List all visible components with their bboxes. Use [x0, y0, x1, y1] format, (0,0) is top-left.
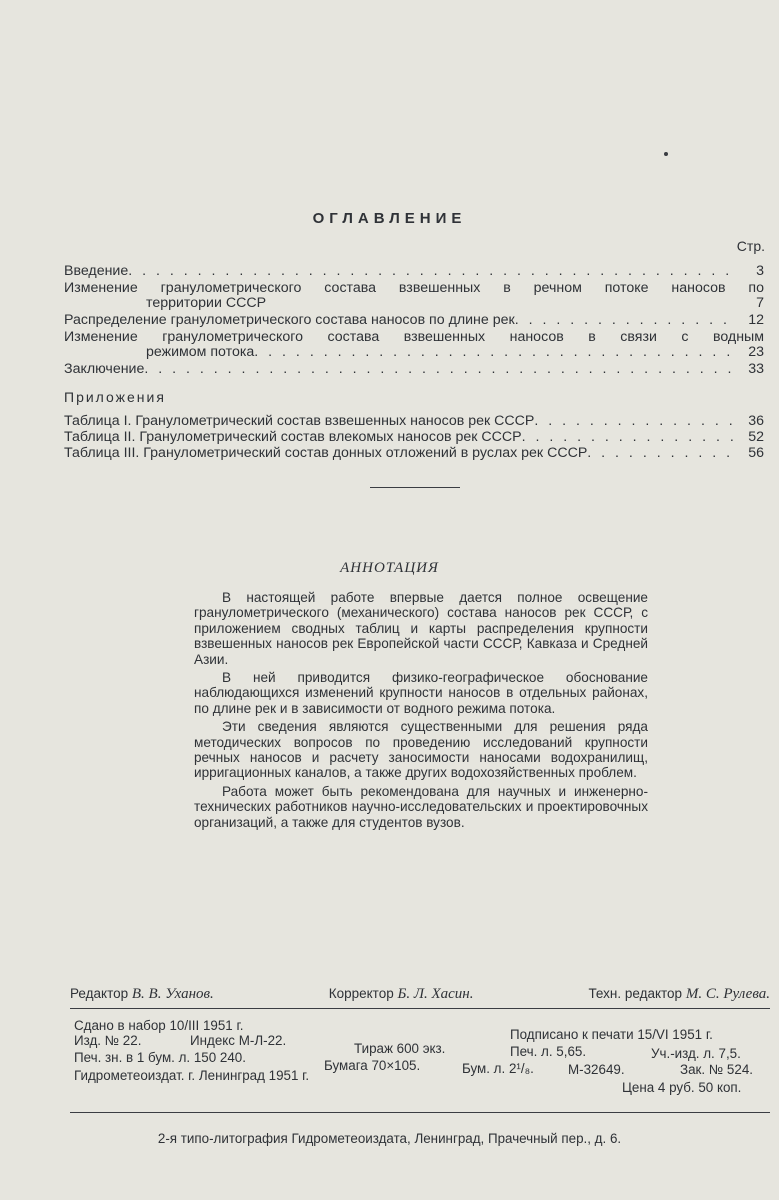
printer-line: 2-я типо-литография Гидрометеоиздата, Ленинград, Прачечный пер., д. 6. — [157, 1131, 622, 1146]
ink-spot — [664, 152, 668, 156]
imprint-m-number: М-32649. — [568, 1062, 625, 1077]
toc-item: Введение . . . 3 — [64, 264, 764, 279]
appendix-item: Таблица I. Гранулометрический состав взвешенных наносов рек СССР . . . 36 — [64, 414, 764, 429]
imprint-paper: Бумага 70×105. — [324, 1058, 421, 1073]
appendix-item: Таблица II. Гранулометрический состав влекомых наносов рек СССР . . . 52 — [64, 430, 764, 445]
imprint-izd: Изд. № 22. — [74, 1033, 142, 1048]
imprint-order: Зак. № 524. — [680, 1062, 753, 1077]
imprint-publisher: Гидрометеоиздат. г. Ленинград 1951 г. — [74, 1068, 310, 1083]
annotation-paragraph: Эти сведения являются существенными для решения ряда методических вопросов по проведению исследований крупности речных наносов и расчету заносимости наносами водохранилищ, ирригационных каналов, а также других водохозяйственных проблем. — [194, 719, 648, 781]
toc-item: Распределение гранулометрического состава наносов по длине рек . . . 12 — [64, 313, 764, 328]
appendix-list — [64, 414, 764, 461]
toc-page-number: 23 — [748, 344, 764, 360]
appendix-heading: Приложения — [64, 389, 166, 405]
annotation-paragraph: В настоящей работе впервые дается полное освещение гранулометрического (механического) состава наносов рек СССР, с приложением сводных таблиц и карты распределения крупности взвешенных наносов рек Европейской части СССР, Кавказа и Средней Азии. — [194, 590, 648, 667]
annotation-paragraph: Работа может быть рекомендована для научных и инженерно-технических работников научно-исследовательских и проектировочных организаций, а также для студентов вузов. — [194, 783, 648, 830]
imprint-bum-l: Бум. л. 2¹/₈. — [462, 1061, 534, 1076]
toc-page-number: 33 — [748, 361, 764, 377]
toc-item: Изменение гранулометрического состава взвешенных наносов в связи с водным режимом потока . . . 23 — [64, 330, 764, 360]
editor-credit: Редактор В. В. Уханов. — [70, 986, 214, 1002]
imprint-pech-zn: Печ. зн. в 1 бум. л. 150 240. — [74, 1050, 246, 1065]
toc-page-number: 56 — [748, 445, 764, 461]
imprint-rule-top — [70, 1008, 770, 1009]
annotation-paragraph: В ней приводится физико-географическое обоснование наблюдающихся изменений крупности наносов в отдельных районах, по длине рек и в зависимости от водного режима потока. — [194, 670, 648, 716]
toc-page-number: 52 — [748, 429, 764, 445]
imprint-uch-izd: Уч.-изд. л. 7,5. — [651, 1046, 741, 1061]
imprint-rule-bottom — [70, 1112, 770, 1113]
toc-page-number: 3 — [756, 263, 764, 279]
imprint-pech-l: Печ. л. 5,65. — [510, 1044, 587, 1059]
imprint-index: Индекс М-Л-22. — [190, 1033, 287, 1048]
imprint-signed: Подписано к печати 15/VI 1951 г. — [510, 1027, 713, 1042]
imprint-sent: Сдано в набор 10/III 1951 г. — [74, 1018, 244, 1033]
toc-page-number: 36 — [748, 413, 764, 429]
section-divider — [370, 487, 460, 488]
toc-item: Изменение гранулометрического состава взвешенных в речном потоке наносов по территории СССР 7 — [64, 280, 764, 311]
imprint-price: Цена 4 руб. 50 коп. — [622, 1080, 742, 1095]
toc-list — [64, 264, 764, 377]
annotation-text — [194, 590, 648, 833]
appendix-item: Таблица III. Гранулометрический состав донных отложений в руслах рек СССР . . . 56 — [64, 446, 764, 461]
toc-page-number: 7 — [756, 295, 764, 311]
imprint-tirazh: Тираж 600 экз. — [354, 1041, 446, 1056]
toc-page-number: 12 — [748, 312, 764, 328]
page-column-label: Стр. — [736, 238, 765, 254]
toc-item: Заключение . . . 33 — [64, 362, 764, 377]
annotation-title: АННОТАЦИЯ — [340, 560, 439, 576]
credits-line — [70, 986, 770, 1003]
toc-title: ОГЛАВЛЕНИЕ — [312, 210, 467, 227]
tech-editor-credit: Техн. редактор М. С. Рулева. — [588, 986, 770, 1002]
corrector-credit: Корректор Б. Л. Хасин. — [328, 986, 474, 1002]
